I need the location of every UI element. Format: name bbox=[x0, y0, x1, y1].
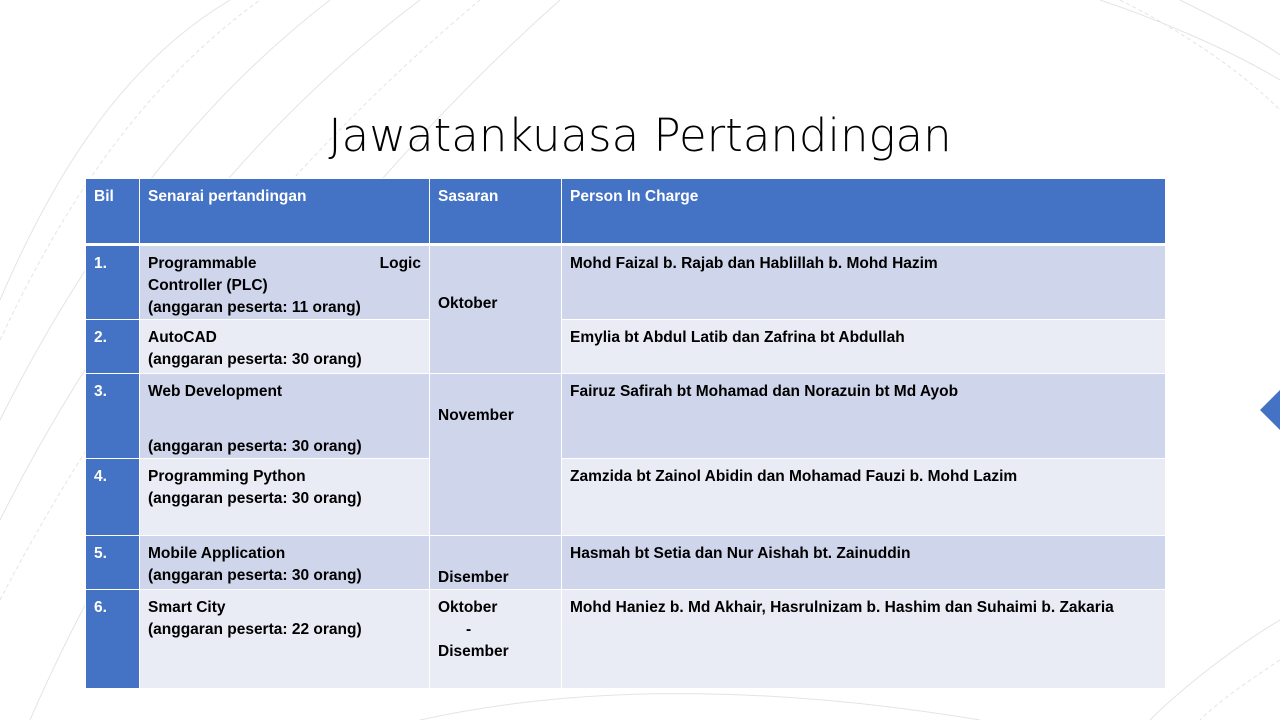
participant-estimate: (anggaran peserta: 30 orang) bbox=[148, 351, 362, 368]
pic-cell: Hasmah bt Setia dan Nur Aishah bt. Zainuddin bbox=[562, 536, 1166, 590]
header-bil: Bil bbox=[86, 179, 140, 245]
competition-cell bbox=[140, 459, 430, 536]
participant-estimate: (anggaran peserta: 30 orang) bbox=[148, 490, 362, 507]
table-row bbox=[86, 536, 1166, 590]
table-row bbox=[86, 320, 1166, 374]
sasaran-value: - bbox=[466, 621, 472, 638]
participant-estimate: (anggaran peserta: 30 orang) bbox=[148, 567, 362, 584]
competition-name: Programmable bbox=[148, 255, 257, 272]
sasaran-value: Disember bbox=[438, 569, 509, 586]
competition-name: Smart City bbox=[148, 599, 226, 616]
competition-table bbox=[85, 178, 1166, 689]
competition-name: AutoCAD bbox=[148, 329, 217, 346]
sasaran-cell bbox=[430, 374, 562, 536]
participant-estimate: (anggaran peserta: 30 orang) bbox=[148, 438, 362, 455]
competition-name: Mobile Application bbox=[148, 545, 286, 562]
sasaran-cell bbox=[430, 536, 562, 590]
competition-cell bbox=[140, 320, 430, 374]
table-row bbox=[86, 245, 1166, 320]
sasaran-cell bbox=[430, 590, 562, 689]
competition-cell bbox=[140, 536, 430, 590]
header-senarai: Senarai pertandingan bbox=[140, 179, 430, 245]
competition-cell bbox=[140, 245, 430, 320]
row-number: 5. bbox=[86, 536, 140, 590]
competition-name: Web Development bbox=[148, 383, 283, 400]
header-sasaran: Sasaran bbox=[430, 179, 562, 245]
sasaran-value: Oktober bbox=[438, 295, 498, 312]
sasaran-value: Oktober bbox=[438, 599, 498, 616]
sasaran-value: November bbox=[438, 407, 514, 424]
competition-name: Controller (PLC) bbox=[148, 277, 268, 294]
competition-cell bbox=[140, 374, 430, 459]
pic-cell: Mohd Faizal b. Rajab dan Hablillah b. Mohd Hazim bbox=[562, 245, 1166, 320]
row-number: 6. bbox=[86, 590, 140, 689]
header-pic: Person In Charge bbox=[562, 179, 1166, 245]
row-number: 2. bbox=[86, 320, 140, 374]
accent-triangle bbox=[1260, 390, 1280, 430]
row-number: 3. bbox=[86, 374, 140, 459]
competition-cell bbox=[140, 590, 430, 689]
page-title: Jawatankuasa Pertandingan bbox=[328, 109, 952, 162]
row-number: 4. bbox=[86, 459, 140, 536]
table-header-row bbox=[86, 179, 1166, 245]
participant-estimate: (anggaran peserta: 22 orang) bbox=[148, 621, 362, 638]
pic-cell: Emylia bt Abdul Latib dan Zafrina bt Abdullah bbox=[562, 320, 1166, 374]
sasaran-value: Disember bbox=[438, 643, 509, 660]
pic-cell: Mohd Haniez b. Md Akhair, Hasrulnizam b. Hashim dan Suhaimi b. Zakaria bbox=[562, 590, 1166, 689]
sasaran-cell bbox=[430, 245, 562, 374]
pic-cell: Fairuz Safirah bt Mohamad dan Norazuin bt Md Ayob bbox=[562, 374, 1166, 459]
pic-cell: Zamzida bt Zainol Abidin dan Mohamad Fauzi b. Mohd Lazim bbox=[562, 459, 1166, 536]
competition-name: Programming Python bbox=[148, 468, 306, 485]
table-row bbox=[86, 374, 1166, 459]
row-number: 1. bbox=[86, 245, 140, 320]
competition-name: Logic bbox=[379, 255, 421, 272]
table-row bbox=[86, 590, 1166, 689]
participant-estimate: (anggaran peserta: 11 orang) bbox=[148, 299, 361, 316]
table-row bbox=[86, 459, 1166, 536]
